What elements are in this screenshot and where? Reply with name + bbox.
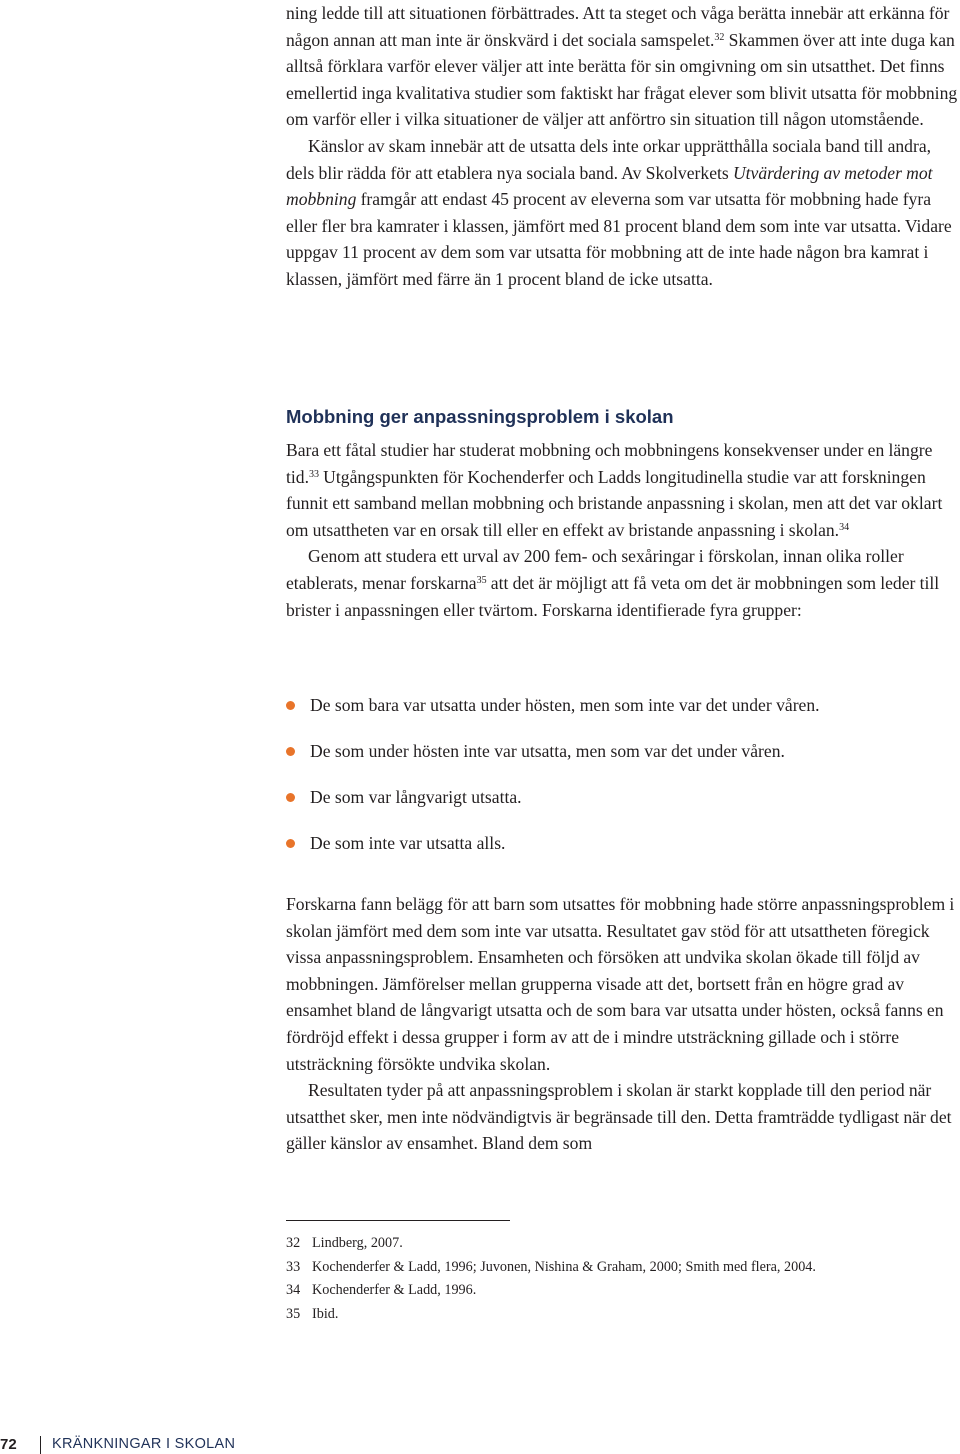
footer-divider [40,1436,41,1454]
list-item [286,784,960,830]
text-span: Bara ett fåtal studier har studerat mobbning och mobbningens konsekvenser under en längre tid. [286,440,933,487]
paragraph: Forskarna fann belägg för att barn som utsattes för mobbning hade större anpassningsproblem i skolan jämfört med dem som inte var utsatta. Resultatet gav stöd för att utsattheten föregick vissa anpassningsproblem. Ensamheten och försöken att undvika skolan ökade till följd av mobbningen. Jämförelser mellan grupperna visade att det, bortsett från en högre grad av ensamhet bland de långvarigt utsatta och de som bara var utsatta under hösten, också fanns en fördröjd effekt i dessa grupper i form av att de i mindre utsträckning gillade och i större utsträckning försökte undvika skolan. [286,894,955,1074]
footnote-divider [286,1220,510,1221]
footnote-number: 33 [286,1258,301,1275]
bullet-icon [286,701,295,710]
paragraph: Resultaten tyder på att anpassningsproblem i skolan är starkt kopplade till den period när utsatthet sker, men inte nödvändigtvis är begränsade till den. Detta framträdde tydligast när det gäller känslor av ensamhet. Bland dem som [286,1080,952,1154]
page-number: 72 [0,1436,17,1453]
footnote-text: Kochenderfer & Ladd, 1996. [312,1282,477,1298]
footnote-text: Lindberg, 2007. [312,1235,403,1251]
paragraph [286,133,960,293]
text-span: Utgångspunkten för Kochenderfer och Ladds longitudinella studie var att forskningen funnit ett samband mellan mobbning och bristande anpassning i skolan, men att det var oklart om utsattheten var en orsak till eller en effekt av bristande anpassning i skolan. [286,466,943,540]
paragraph [286,437,960,543]
footnote [286,1303,960,1327]
running-title: KRÄNKNINGAR I SKOLAN [52,1436,236,1452]
footnotes [286,1232,960,1326]
section-heading: Mobbning ger anpassningsproblem i skolan [286,406,674,427]
text-span: ning ledde till att situationen förbättrades. Att ta steget och våga berätta innebär att erkänna för någon annan att man inte är önskvärd i det sociala samspelet. [286,3,950,50]
list-item [286,692,960,738]
text-block-bottom [286,891,960,1157]
list-item [286,830,960,876]
footnote-ref[interactable]: 33 [308,468,319,480]
footnote-ref[interactable]: 32 [714,31,725,43]
bullet-icon [286,839,295,848]
footnote-text: Kochenderfer & Ladd, 1996; Juvonen, Nishina & Graham, 2000; Smith med flera, 2004. [312,1258,816,1275]
footnote-number: 35 [286,1305,301,1322]
bullet-icon [286,793,295,802]
footnote [286,1232,960,1256]
group-list [286,692,960,876]
text-span: att det är möjligt att få veta om det är mobbningen som leder till brister i anpassningen eller tvärtom. Forskarna identifierade fyra grupper: [286,572,940,620]
footnote-ref[interactable]: 34 [839,521,850,533]
footnote-number: 34 [286,1282,301,1298]
footnote [286,1279,960,1303]
footnote-text: Ibid. [312,1305,339,1322]
list-item [286,738,960,784]
text-span: Skammen över att inte duga kan alltså förklara varför elever väljer att inte berätta för sin omgivning om sin utsatthet. Det finns emellertid inga kvalitativa studier som faktiskt har frågat elever som blivit utsatta för mobbning om varför eller i vilka situationer de väljer att anförtro sin situation till någon utomstående. [286,29,958,130]
list-item-text: De som bara var utsatta under hösten, men som inte var det under våren. [310,695,820,715]
paragraph [286,543,960,623]
page-footer [0,1436,960,1454]
bullet-icon [286,747,295,756]
text-span: framgår att endast 45 procent av eleverna som var utsatta för mobbning hade fyra eller fler bra kamrater i klassen, jämfört med 81 procent bland dem som inte var utsatta. Vidare uppgav 11 procent av dem som var utsatta för mobbning att de inte hade någon bra kamrat i klassen, jämfört med färre än 1 procent bland de icke utsatta. [286,189,952,289]
report-title: Utvärdering av metoder mot mobbning [286,162,933,210]
text-span: Känslor av skam innebär att de utsatta dels inte orkar upprätthålla sociala band till andra, dels blir rädda för att etablera nya sociala band. Av Skolverkets [286,135,932,183]
text-block-middle [286,437,960,623]
footnote-number: 32 [286,1235,301,1251]
paragraph [286,0,960,133]
list-item-text: De som under hösten inte var utsatta, men som var det under våren. [310,741,785,761]
text-span: Genom att studera ett urval av 200 fem- och sexåringar i förskolan, innan olika roller etablerats, menar forskarna [286,546,904,593]
text-block-top [286,0,960,293]
list-item-text: De som inte var utsatta alls. [310,833,506,853]
list-item-text: De som var långvarigt utsatta. [310,787,522,807]
footnote-ref[interactable]: 35 [476,574,487,586]
footnote [286,1256,960,1280]
